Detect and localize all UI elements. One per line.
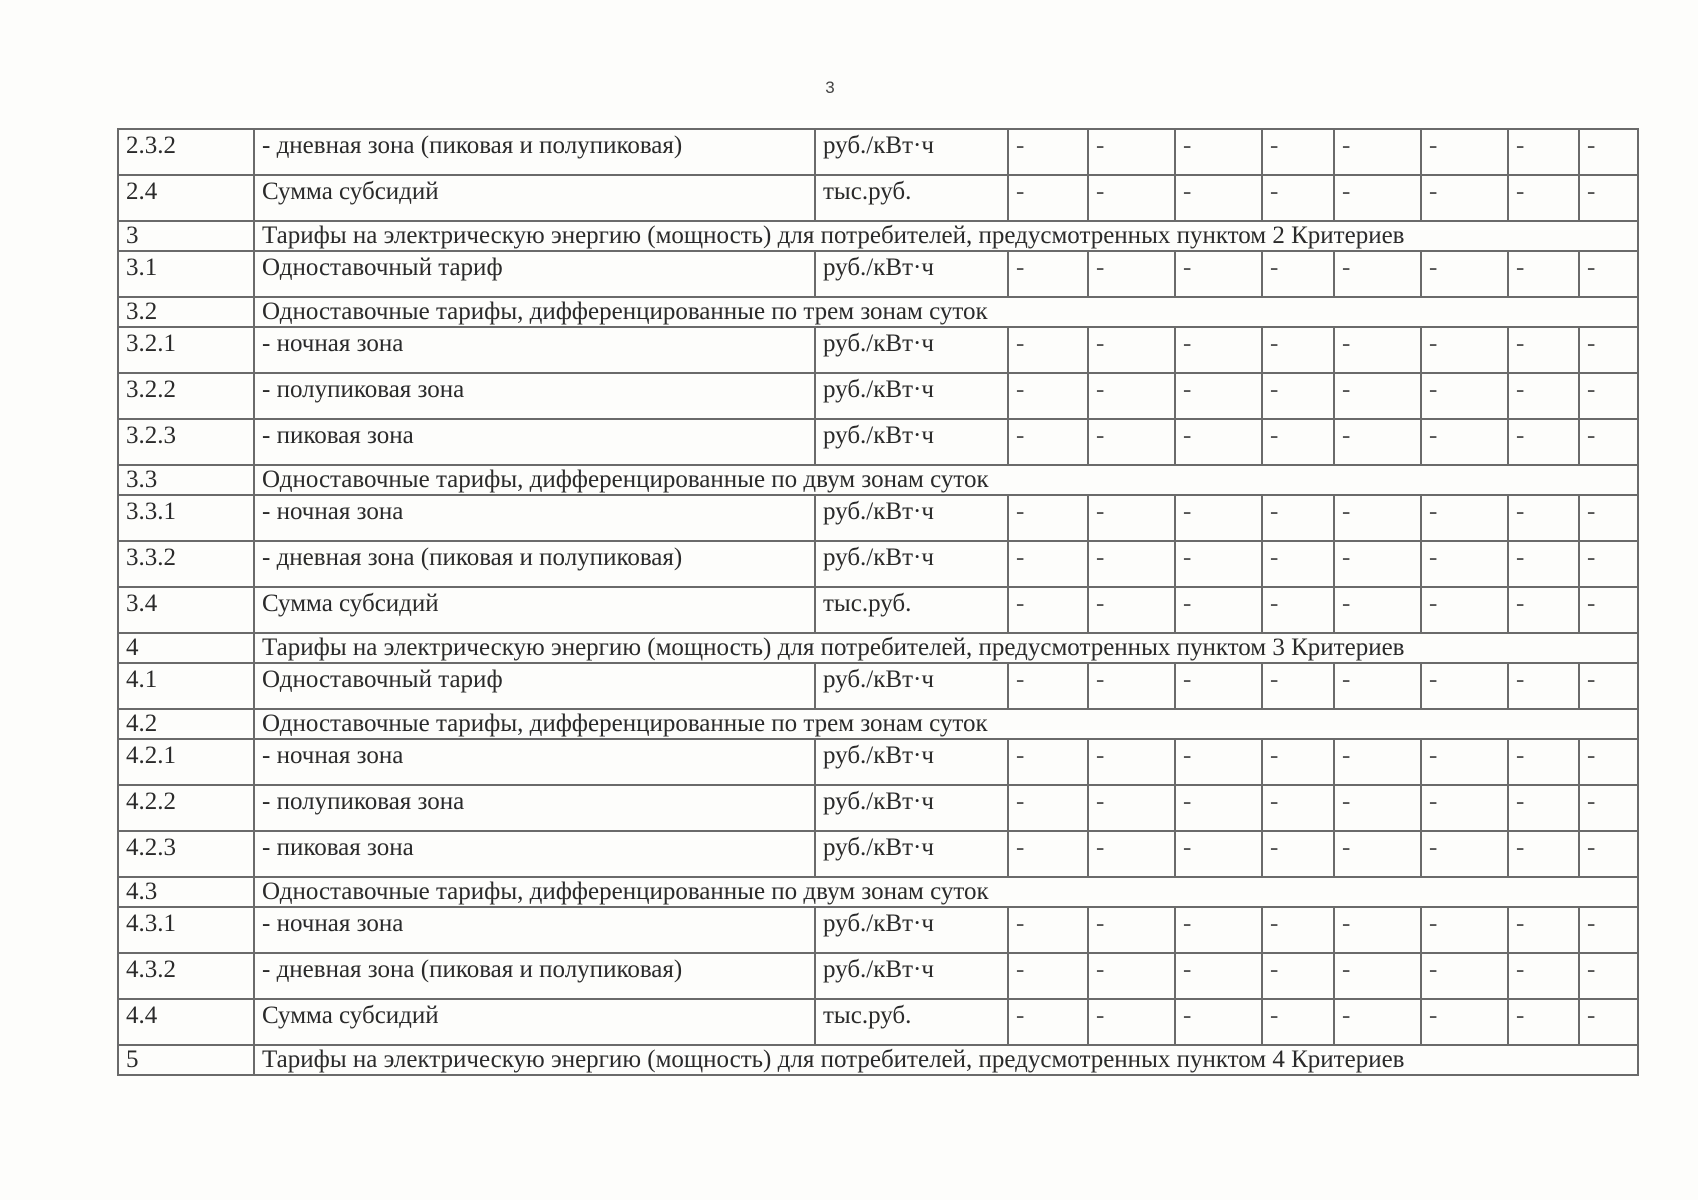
row-name: - ночная зона (254, 907, 815, 953)
table-row (118, 419, 1638, 465)
section-row (118, 1045, 1638, 1075)
value-cell: - (1175, 419, 1262, 465)
value-cell: - (1008, 373, 1088, 419)
row-number: 3.3.2 (118, 541, 254, 587)
row-unit: руб./кВт·ч (815, 907, 1008, 953)
row-number: 3.2.3 (118, 419, 254, 465)
value-cell: - (1508, 999, 1579, 1045)
value-cell: - (1262, 419, 1334, 465)
value-cell: - (1421, 663, 1508, 709)
table-row (118, 495, 1638, 541)
row-number: 3.3 (118, 465, 254, 495)
value-cell: - (1008, 739, 1088, 785)
value-cell: - (1421, 785, 1508, 831)
value-cell: - (1262, 129, 1334, 175)
value-cell: - (1579, 495, 1638, 541)
row-number: 4.2.1 (118, 739, 254, 785)
row-name: - дневная зона (пиковая и полупиковая) (254, 129, 815, 175)
value-cell: - (1008, 785, 1088, 831)
value-cell: - (1175, 495, 1262, 541)
row-unit: руб./кВт·ч (815, 831, 1008, 877)
value-cell: - (1334, 495, 1421, 541)
value-cell: - (1088, 587, 1175, 633)
row-number: 4.4 (118, 999, 254, 1045)
value-cell: - (1334, 327, 1421, 373)
row-name: Одноставочный тариф (254, 251, 815, 297)
value-cell: - (1579, 907, 1638, 953)
value-cell: - (1088, 373, 1175, 419)
value-cell: - (1508, 541, 1579, 587)
value-cell: - (1579, 541, 1638, 587)
value-cell: - (1508, 327, 1579, 373)
value-cell: - (1008, 495, 1088, 541)
table-row (118, 663, 1638, 709)
table-row (118, 587, 1638, 633)
value-cell: - (1334, 587, 1421, 633)
row-unit: тыс.руб. (815, 999, 1008, 1045)
value-cell: - (1175, 129, 1262, 175)
row-unit: руб./кВт·ч (815, 495, 1008, 541)
value-cell: - (1421, 587, 1508, 633)
value-cell: - (1262, 953, 1334, 999)
value-cell: - (1088, 907, 1175, 953)
value-cell: - (1088, 175, 1175, 221)
value-cell: - (1334, 785, 1421, 831)
section-title: Одноставочные тарифы, дифференцированные по трем зонам суток (254, 297, 1638, 327)
row-number: 3.1 (118, 251, 254, 297)
value-cell: - (1262, 785, 1334, 831)
value-cell: - (1508, 175, 1579, 221)
value-cell: - (1262, 251, 1334, 297)
row-name: - ночная зона (254, 327, 815, 373)
value-cell: - (1508, 251, 1579, 297)
row-name: - дневная зона (пиковая и полупиковая) (254, 953, 815, 999)
section-title: Одноставочные тарифы, дифференцированные по трем зонам суток (254, 709, 1638, 739)
value-cell: - (1579, 373, 1638, 419)
row-number: 4.3 (118, 877, 254, 907)
value-cell: - (1262, 373, 1334, 419)
section-title: Одноставочные тарифы, дифференцированные по двум зонам суток (254, 877, 1638, 907)
value-cell: - (1088, 953, 1175, 999)
value-cell: - (1508, 663, 1579, 709)
row-number: 3 (118, 221, 254, 251)
table-body (118, 129, 1638, 1075)
section-title: Тарифы на электрическую энергию (мощность) для потребителей, предусмотренных пунктом 3 Критериев (254, 633, 1638, 663)
value-cell: - (1508, 373, 1579, 419)
row-number: 4.3.1 (118, 907, 254, 953)
row-name: - пиковая зона (254, 831, 815, 877)
value-cell: - (1421, 327, 1508, 373)
section-row (118, 465, 1638, 495)
value-cell: - (1508, 419, 1579, 465)
value-cell: - (1579, 419, 1638, 465)
value-cell: - (1508, 785, 1579, 831)
value-cell: - (1508, 953, 1579, 999)
value-cell: - (1008, 663, 1088, 709)
value-cell: - (1008, 175, 1088, 221)
value-cell: - (1008, 541, 1088, 587)
value-cell: - (1175, 663, 1262, 709)
section-row (118, 709, 1638, 739)
value-cell: - (1008, 953, 1088, 999)
row-unit: руб./кВт·ч (815, 327, 1008, 373)
value-cell: - (1579, 129, 1638, 175)
value-cell: - (1088, 419, 1175, 465)
value-cell: - (1088, 663, 1175, 709)
value-cell: - (1088, 739, 1175, 785)
value-cell: - (1088, 495, 1175, 541)
value-cell: - (1579, 831, 1638, 877)
value-cell: - (1008, 129, 1088, 175)
value-cell: - (1175, 953, 1262, 999)
tariff-table (117, 128, 1639, 1076)
value-cell: - (1334, 373, 1421, 419)
section-title: Одноставочные тарифы, дифференцированные по двум зонам суток (254, 465, 1638, 495)
page-number: 3 (825, 78, 835, 97)
row-unit: руб./кВт·ч (815, 739, 1008, 785)
value-cell: - (1088, 129, 1175, 175)
value-cell: - (1421, 831, 1508, 877)
value-cell: - (1421, 175, 1508, 221)
row-unit: руб./кВт·ч (815, 251, 1008, 297)
row-number: 4.2.2 (118, 785, 254, 831)
value-cell: - (1334, 419, 1421, 465)
row-unit: руб./кВт·ч (815, 373, 1008, 419)
row-unit: руб./кВт·ч (815, 785, 1008, 831)
value-cell: - (1262, 999, 1334, 1045)
value-cell: - (1421, 999, 1508, 1045)
row-name: - ночная зона (254, 495, 815, 541)
value-cell: - (1262, 739, 1334, 785)
section-title: Тарифы на электрическую энергию (мощность) для потребителей, предусмотренных пунктом 2 Критериев (254, 221, 1638, 251)
value-cell: - (1579, 785, 1638, 831)
value-cell: - (1421, 495, 1508, 541)
section-title: Тарифы на электрическую энергию (мощность) для потребителей, предусмотренных пунктом 4 Критериев (254, 1045, 1638, 1075)
row-name: - пиковая зона (254, 419, 815, 465)
section-row (118, 221, 1638, 251)
section-row (118, 297, 1638, 327)
value-cell: - (1579, 587, 1638, 633)
value-cell: - (1579, 999, 1638, 1045)
value-cell: - (1175, 327, 1262, 373)
table-row (118, 251, 1638, 297)
row-number: 4.3.2 (118, 953, 254, 999)
value-cell: - (1175, 175, 1262, 221)
value-cell: - (1262, 495, 1334, 541)
value-cell: - (1262, 541, 1334, 587)
value-cell: - (1088, 327, 1175, 373)
value-cell: - (1334, 541, 1421, 587)
value-cell: - (1508, 495, 1579, 541)
value-cell: - (1579, 327, 1638, 373)
value-cell: - (1175, 587, 1262, 633)
value-cell: - (1334, 129, 1421, 175)
value-cell: - (1421, 373, 1508, 419)
row-unit: руб./кВт·ч (815, 953, 1008, 999)
table-row (118, 999, 1638, 1045)
row-number: 2.3.2 (118, 129, 254, 175)
table-row (118, 739, 1638, 785)
value-cell: - (1008, 831, 1088, 877)
table-row (118, 327, 1638, 373)
value-cell: - (1088, 999, 1175, 1045)
value-cell: - (1334, 663, 1421, 709)
row-number: 3.4 (118, 587, 254, 633)
value-cell: - (1421, 739, 1508, 785)
row-number: 3.3.1 (118, 495, 254, 541)
value-cell: - (1334, 739, 1421, 785)
row-unit: руб./кВт·ч (815, 663, 1008, 709)
value-cell: - (1508, 831, 1579, 877)
row-name: - дневная зона (пиковая и полупиковая) (254, 541, 815, 587)
value-cell: - (1008, 999, 1088, 1045)
table-row (118, 175, 1638, 221)
section-row (118, 633, 1638, 663)
value-cell: - (1508, 739, 1579, 785)
value-cell: - (1262, 327, 1334, 373)
value-cell: - (1421, 953, 1508, 999)
value-cell: - (1421, 251, 1508, 297)
row-name: - ночная зона (254, 739, 815, 785)
value-cell: - (1175, 739, 1262, 785)
value-cell: - (1262, 587, 1334, 633)
value-cell: - (1421, 541, 1508, 587)
value-cell: - (1008, 419, 1088, 465)
value-cell: - (1579, 663, 1638, 709)
value-cell: - (1262, 831, 1334, 877)
table-row (118, 953, 1638, 999)
value-cell: - (1508, 907, 1579, 953)
table-row (118, 907, 1638, 953)
value-cell: - (1008, 327, 1088, 373)
value-cell: - (1175, 907, 1262, 953)
row-unit: тыс.руб. (815, 175, 1008, 221)
row-name: - полупиковая зона (254, 785, 815, 831)
row-unit: руб./кВт·ч (815, 129, 1008, 175)
value-cell: - (1421, 907, 1508, 953)
row-number: 3.2 (118, 297, 254, 327)
value-cell: - (1579, 251, 1638, 297)
row-name: Сумма субсидий (254, 587, 815, 633)
row-number: 5 (118, 1045, 254, 1075)
row-number: 4.2.3 (118, 831, 254, 877)
value-cell: - (1334, 251, 1421, 297)
value-cell: - (1579, 739, 1638, 785)
value-cell: - (1334, 953, 1421, 999)
value-cell: - (1421, 129, 1508, 175)
value-cell: - (1175, 373, 1262, 419)
value-cell: - (1508, 129, 1579, 175)
value-cell: - (1008, 251, 1088, 297)
value-cell: - (1175, 541, 1262, 587)
value-cell: - (1334, 175, 1421, 221)
value-cell: - (1334, 831, 1421, 877)
value-cell: - (1334, 999, 1421, 1045)
value-cell: - (1579, 175, 1638, 221)
value-cell: - (1175, 251, 1262, 297)
value-cell: - (1008, 907, 1088, 953)
table-row (118, 785, 1638, 831)
value-cell: - (1579, 953, 1638, 999)
table-row (118, 129, 1638, 175)
row-unit: руб./кВт·ч (815, 419, 1008, 465)
value-cell: - (1262, 907, 1334, 953)
row-name: - полупиковая зона (254, 373, 815, 419)
row-name: Одноставочный тариф (254, 663, 815, 709)
row-name: Сумма субсидий (254, 175, 815, 221)
row-unit: руб./кВт·ч (815, 541, 1008, 587)
section-row (118, 877, 1638, 907)
value-cell: - (1008, 587, 1088, 633)
value-cell: - (1088, 251, 1175, 297)
row-unit: тыс.руб. (815, 587, 1008, 633)
value-cell: - (1262, 175, 1334, 221)
value-cell: - (1334, 907, 1421, 953)
table-row (118, 541, 1638, 587)
row-number: 2.4 (118, 175, 254, 221)
value-cell: - (1421, 419, 1508, 465)
value-cell: - (1175, 999, 1262, 1045)
value-cell: - (1088, 541, 1175, 587)
value-cell: - (1088, 785, 1175, 831)
row-number: 3.2.1 (118, 327, 254, 373)
value-cell: - (1262, 663, 1334, 709)
row-number: 4.1 (118, 663, 254, 709)
value-cell: - (1088, 831, 1175, 877)
row-number: 3.2.2 (118, 373, 254, 419)
value-cell: - (1508, 587, 1579, 633)
value-cell: - (1175, 785, 1262, 831)
value-cell: - (1175, 831, 1262, 877)
table-row (118, 831, 1638, 877)
row-name: Сумма субсидий (254, 999, 815, 1045)
table-row (118, 373, 1638, 419)
row-number: 4.2 (118, 709, 254, 739)
row-number: 4 (118, 633, 254, 663)
